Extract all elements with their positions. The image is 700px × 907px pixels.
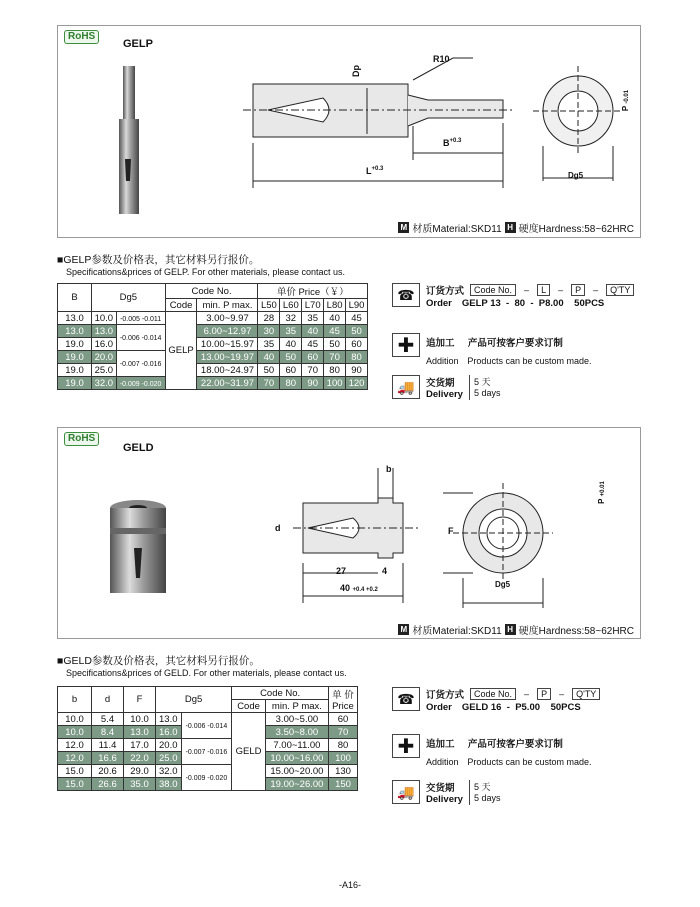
material-line: M 材质Material:SKD11 H 硬度Hardness:58~62HRC (398, 220, 634, 235)
dim-b: $B^{+0.3}$ (443, 138, 462, 148)
col-l80: L80 (324, 299, 346, 312)
truck-icon: 🚚 (392, 375, 420, 399)
geld-delivery-row: 🚚 交货期 Delivery 5 天 5 days (392, 780, 501, 805)
col-code: Code (165, 299, 197, 312)
code-cell: GELP (165, 312, 197, 390)
page-number: -A16- (338, 880, 361, 890)
table-row: 10.0 8.4 13.0 16.0 3.50~8.00 70 (58, 726, 358, 739)
gelp-drawing-panel (57, 25, 641, 238)
table-row: 19.0 32.0 -0.009 -0.020 22.00~31.97 70 80 90 100 120 (58, 377, 368, 390)
dim-r10: R10 (433, 54, 450, 64)
table-row: 15.0 26.6 35.0 38.0 19.00~26.00 150 (58, 778, 358, 791)
geld-product-image (98, 498, 178, 608)
table-row: 13.0 10.0 -0.005 -0.011 GELP 3.00~9.97 28 32 35 40 45 (58, 312, 368, 325)
gelp-order-row: ☎ 订货方式 Code No. – L – P – Q'TY Order GELP 13 - 80 - P8.00 50PCS (392, 283, 634, 309)
geld-technical-drawing (283, 468, 423, 618)
gelp-section-title: ■GELP参数及价格表，其它材料另行报价。 (57, 254, 260, 266)
table-row: 12.0 11.4 17.0 20.0 -0.007 -0.016 7.00~11.00 80 (58, 739, 358, 752)
dim-f: F (448, 526, 454, 536)
geld-spec-table: b d F Dg5 Code No. 单 价 Price Code min. P max. 10.0 5.4 10.0 13.0 -0.006 -0.014 GELD 3.00~5.00 60 10.0 8.4 13.0 16.0 3.50~8.00 70 12.0 11.4 17.0 20.0 -0.007 -0.016 7.00~11.00 80 12.0 16.6 22.0 25.0 10.00~16.00 100 15.0 20.6 29.0 32.0 -0.009 -0.020 15.00~20.00 130 15.0 26.6 35.0 38.0 19.00~26.00 150 (57, 686, 358, 791)
dim-p: P -0.01 (621, 89, 631, 112)
rohs-badge: RoHS (64, 30, 99, 44)
material-icon: M (398, 222, 409, 233)
table-row: 13.0 13.0 -0.006 -0.014 6.00~12.97 30 35 40 45 50 (58, 325, 368, 338)
gelp-section-subtitle: Specifications&prices of GELP. For other materials, please contact us. (66, 267, 345, 277)
table-row: 10.0 5.4 10.0 13.0 -0.006 -0.014 GELD 3.00~5.00 60 (58, 713, 358, 726)
col-l90: L90 (346, 299, 368, 312)
dim-40: 40 +0.4 +0.2 (340, 583, 378, 593)
code-cell: GELD (232, 713, 266, 791)
dim-d: d (275, 523, 281, 533)
table-row: 15.0 20.6 29.0 32.0 -0.009 -0.020 15.00~20.00 130 (58, 765, 358, 778)
geld-addition-row: ✚ 追加工 产品可按客户要求订制 Addition Products can be custom made. (392, 734, 591, 770)
gelp-technical-drawing (243, 48, 573, 198)
dim-p: P +0.01 (596, 481, 606, 504)
dim-4: 4 (382, 566, 388, 576)
material-line: M 材质Material:SKD11 H 硬度Hardness:58~62HRC (398, 622, 634, 637)
dim-dp: Dp (351, 65, 361, 77)
geld-drawing-panel (57, 427, 641, 639)
truck-icon: 🚚 (392, 780, 420, 804)
col-dg: Dg5 (92, 284, 166, 312)
rohs-badge: RoHS (64, 432, 99, 446)
col-price: 单价 Price（￥） (258, 284, 368, 299)
plus-icon: ✚ (392, 734, 420, 758)
dim-dg: Dg5 (495, 580, 511, 589)
gelp-end-view (533, 66, 623, 186)
phone-icon: ☎ (392, 687, 420, 711)
plus-icon: ✚ (392, 333, 420, 357)
gelp-product-image (103, 61, 163, 221)
table-row: 19.0 16.0 10.00~15.97 35 40 45 50 60 (58, 338, 368, 351)
geld-section-subtitle: Specifications&prices of GELD. For other materials, please contact us. (66, 668, 347, 678)
geld-order-row: ☎ 订货方式 Code No. – P – Q'TY Order GELD 16 - P5.00 50PCS (392, 687, 600, 713)
hardness-icon: H (505, 624, 516, 635)
gelp-delivery-row: 🚚 交货期 Delivery 5 天 5 days (392, 375, 501, 400)
gelp-spec-table (57, 283, 368, 390)
phone-icon: ☎ (392, 283, 420, 307)
dim-dg: Dg5 (568, 171, 584, 180)
col-l60: L60 (280, 299, 302, 312)
dim-l: $L^{+0.3}$ (366, 166, 384, 176)
part-name: GELP (123, 38, 153, 50)
col-codeno: Code No. (165, 284, 258, 299)
gelp-addition-row: ✚ 追加工 产品可按客户要求订制 Addition Products can be custom made. (392, 333, 591, 369)
col-minp: min. P max. (197, 299, 258, 312)
table-row: 19.0 20.0 -0.007 -0.016 13.00~19.97 40 50 60 70 80 (58, 351, 368, 364)
geld-end-view (443, 483, 553, 613)
col-l50: L50 (258, 299, 280, 312)
hardness-icon: H (505, 222, 516, 233)
col-b: B (58, 284, 92, 312)
col-l70: L70 (302, 299, 324, 312)
material-icon: M (398, 624, 409, 635)
dim-27: 27 (336, 566, 347, 576)
table-row: 19.0 25.0 18.00~24.97 50 60 70 80 90 (58, 364, 368, 377)
geld-section-title: ■GELD参数及价格表，其它材料另行报价。 (57, 655, 260, 667)
part-name: GELD (123, 442, 154, 454)
table-row: 12.0 16.6 22.0 25.0 10.00~16.00 100 (58, 752, 358, 765)
dim-b: b (386, 464, 392, 474)
